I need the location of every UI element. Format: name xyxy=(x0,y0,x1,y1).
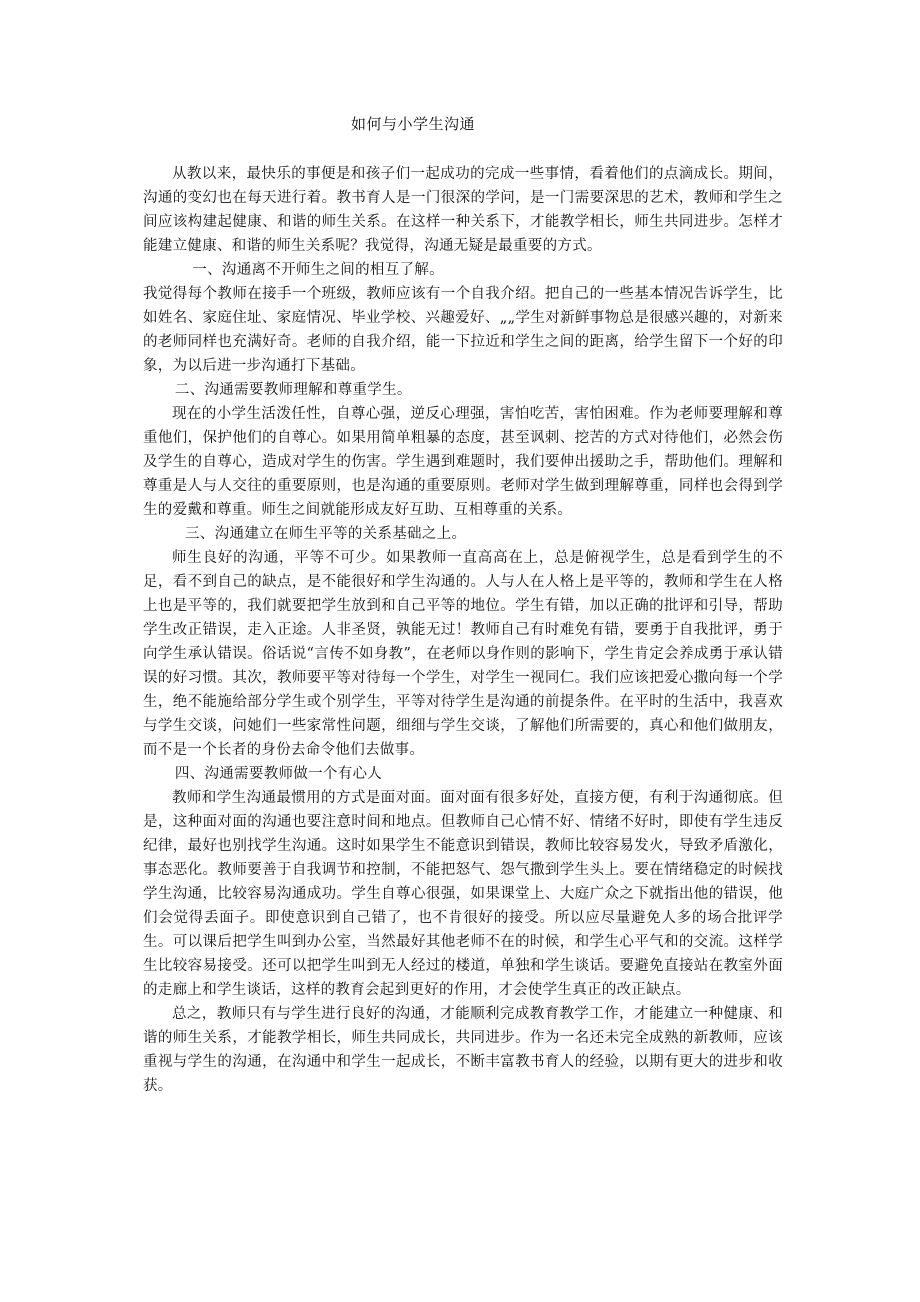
intro-paragraph: 从教以来，最快乐的事便是和孩子们一起成功的完成一些事情，看着他们的点滴成长。期间，沟通的变幻也在每天进行着。教书育人是一门很深的学问，是一门需要深思的艺术，教师和学生之间应该构建起健康、和谐的师生关系。在这样一种关系下，才能教学相长，师生共同进步。怎样才能建立健康、和谐的师生关系呢？我觉得，沟通无疑是最重要的方式。 xyxy=(143,166,783,254)
section-paragraph-2: 现在的小学生活泼任性，自尊心强，逆反心理强，害怕吃苦，害怕困难。作为老师要理解和尊重他们，保护他们的自尊心。如果用简单粗暴的态度，甚至讽刺、挖苦的方式对待他们，必然会伤及学生的自尊心，造成对学生的伤害。学生遇到难题时，我们要伸出援助之手，帮助他们。理解和尊重是人与人交往的重要原则，也是沟通的重要原则。老师对学生做到理解尊重，同样也会得到学生的爱戴和尊重。师生之间就能形成友好互助、互相尊重的关系。 xyxy=(143,406,783,518)
conclusion-paragraph: 总之，教师只有与学生进行良好的沟通，才能顺利完成教育教学工作，才能建立一种健康、和谐的师生关系，才能教学相长，师生共同成长，共同进步。作为一名还未完全成熟的新教师，应该重视与学生的沟通，在沟通中和学生一起成长，不断丰富教书育人的经验，以期有更大的进步和收获。 xyxy=(143,1006,783,1094)
section-paragraph-1: 我觉得每个教师在接手一个班级，教师应该有一个自我介绍。把自己的一些基本情况告诉学生，比如姓名、家庭住址、家庭情况、毕业学校、兴趣爱好、„„学生对新鲜事物总是很感兴趣的，对新来的老师同样也充满好奇。老师的自我介绍，能一下拉近和学生之间的距离，给学生留下一个好的印象，为以后进一步沟通打下基础。 xyxy=(143,286,783,374)
section-paragraph-3: 师生良好的沟通，平等不可少。如果教师一直高高在上，总是俯视学生，总是看到学生的不足，看不到自己的缺点，是不能很好和学生沟通的。人与人在人格上是平等的，教师和学生在人格上也是平等的，我们就要把学生放到和自己平等的地位。学生有错，加以正确的批评和引导，帮助学生改正错误，走入正途。人非圣贤，孰能无过！教师自己有时难免有错，要勇于自我批评，勇于向学生承认错误。俗话说“言传不如身教”，在老师以身作则的影响下，学生肯定会养成勇于承认错误的好习惯。其次，教师要平等对待每一个学生，对学生一视同仁。我们应该把爱心撒向每一个学生，绝不能施给部分学生或个别学生，平等对待学生是沟通的前提条件。在平时的生活中，我喜欢与学生交谈，问她们一些家常性问题，细细与学生交谈，了解他们所需要的，真心和他们做朋友，而不是一个长者的身份去命令他们去做事。 xyxy=(143,550,783,758)
section-paragraph-4: 教师和学生沟通最惯用的方式是面对面。面对面有很多好处，直接方便，有利于沟通彻底。但是，这种面对面的沟通也要注意时间和地点。但教师自己心情不好、情绪不好时，即使有学生违反纪律，最好也别找学生沟通。这时如果学生不能意识到错误，教师比较容易发火，导致矛盾激化，事态恶化。教师要善于自我调节和控制，不能把怒气、怨气撒到学生头上。要在情绪稳定的时候找学生沟通，比较容易沟通成功。学生自尊心很强，如果课堂上、大庭广众之下就指出他的错误，他们会觉得丢面子。即使意识到自己错了，也不肯很好的接受。所以应尽量避免人多的场合批评学生。可以课后把学生叫到办公室，当然最好其他老师不在的时候，和学生心平气和的交流。这样学生比较容易接受。还可以把学生叫到无人经过的楼道，单独和学生谈话。要避免直接站在教室外面的走廊上和学生谈话，这样的教育会起到更好的作用，才会使学生真正的改正缺点。 xyxy=(143,790,783,998)
section-heading-3: 三、沟通建立在师生平等的关系基础之上。 xyxy=(185,526,467,542)
document-body xyxy=(143,162,783,1098)
section-heading-2: 二、沟通需要教师理解和尊重学生。 xyxy=(174,382,412,398)
section-heading-4: 四、沟通需要教师做一个有心人 xyxy=(174,766,383,782)
section-heading-1: 一、沟通离不开师生之间的相互了解。 xyxy=(192,262,444,278)
document-title: 如何与小学生沟通 xyxy=(351,115,476,133)
